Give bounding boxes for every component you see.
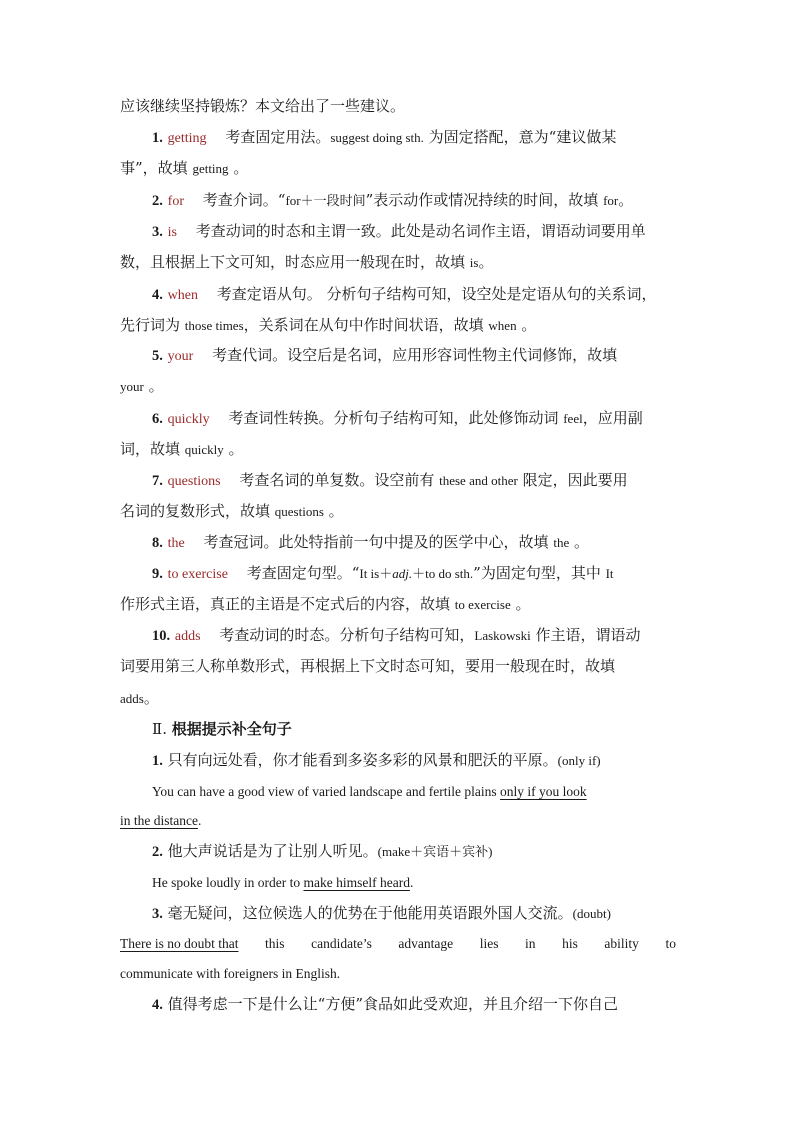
answer-item-5 [152,345,676,367]
chinese-prompt: 他大声说话是为了让别人听见。 [167,842,378,860]
answer-item-6-cont [120,439,676,460]
answer-item-1 [152,127,676,149]
answer-item-1-cont [120,158,676,179]
item-number: 4. [152,997,163,1013]
answer-item-4-cont [120,315,676,336]
answer-item-7-cont [120,501,676,522]
explanation-text: 数，且根据上下文可知，时态应用一般现在时，故填 [120,253,470,271]
answer-underlined: There is no doubt that [120,936,239,951]
explanation-text: 。 [478,253,494,271]
sentence-3-english-cont [120,963,676,984]
hint: (only if) [557,753,601,768]
answer-item-6 [152,408,676,430]
explanation-text: for [603,193,619,208]
explanation-text: ”为固定句型，其中 [473,564,606,582]
item-answer: quickly [167,412,210,427]
item-number: 2. [152,844,163,860]
explanation-text: 考查冠词。此处特指前一句中提及的医学中心，故填 [203,533,554,551]
explanation-text: the [553,535,570,550]
sentence-word: to [665,936,676,951]
explanation-text: is [469,255,479,270]
sentence-text: . [197,813,202,828]
explanation-text: 。 [143,377,164,395]
answer-item-5-cont [120,376,676,397]
item-number: 3. [152,224,163,240]
explanation-text: 考查定语从句。 分析句子结构可知，设空处是定语从句的关系词， [216,285,657,303]
sentence-word: his [562,936,578,951]
sentence-word: in [525,936,536,951]
explanation-text: 。 [143,689,159,707]
answer-underlined: make himself heard [303,875,410,890]
explanation-text: 。 [323,502,344,520]
sentence-text: . [409,875,414,890]
explanation-text: 作主语，谓语动 [530,626,641,644]
explanation-text: It is＋ [359,566,393,581]
section-heading [152,719,676,739]
explanation-text: 先行词为 [120,316,185,334]
sentence-3-english [120,934,676,954]
sentence-item-3 [152,903,676,924]
chinese-prompt: 只有向远处看，你才能看到多姿多彩的风景和肥沃的平原。 [167,751,558,769]
explanation-text: 名词的复数形式，故填 [120,502,275,520]
sentence-item-2 [152,841,676,862]
explanation-text: 。 [516,316,537,334]
sentence-item-4 [152,994,676,1015]
sentence-2-english [152,872,676,893]
answer-item-10 [152,625,676,647]
sentence-text: He spoke loudly in order to [152,875,304,890]
answer-item-3 [152,221,676,243]
explanation-text: ”表示动作或情况持续的时间，故填 [365,191,604,209]
item-number: 1. [152,753,163,769]
explanation-text: getting [192,161,229,176]
explanation-text: 考查动词的时态和主谓一致。此处是动名词作主语，谓语动词要用单 [195,222,646,240]
item-number: 4. [152,287,163,303]
chinese-prompt: 值得考虑一下是什么让“方便”食品如此受欢迎，并且介绍一下你自己 [167,995,618,1013]
explanation-text: these and other [439,473,518,488]
item-number: 7. [152,473,163,489]
item-answer: questions [167,474,221,489]
item-answer: the [167,536,185,551]
explanation-text: adds [120,691,144,706]
sentence-word: ability [604,936,639,951]
hint: (doubt) [572,906,611,921]
explanation-text: quickly [184,442,224,457]
explanation-text: ＋to do sth. [412,566,474,581]
item-answer: getting [167,131,207,146]
explanation-text: 考查动词的时态。分析句子结构可知， [219,626,475,644]
item-number: 8. [152,535,163,551]
explanation-text: 。 [510,595,531,613]
item-number: 3. [152,906,163,922]
answer-item-2 [152,190,676,212]
explanation-text: those times [184,318,244,333]
item-number: 5. [152,348,163,364]
section-numeral: Ⅱ. [152,720,167,738]
answer-item-9 [152,563,676,585]
explanation-text: 。 [228,159,249,177]
hint: (make＋宾语＋宾补) [377,844,493,859]
item-answer: for [167,194,184,209]
item-answer: adds [174,629,201,644]
explanation-text: when [488,318,517,333]
explanation-text: ，关系词在从句中作时间状语，故填 [243,316,489,334]
explanation-text: suggest doing sth. [330,130,424,145]
sentence-word: candidate’s [311,936,372,951]
explanation-text: 考查代词。设空后是名词，应用形容词性物主代词修饰，故填 [212,346,618,364]
item-answer: to exercise [167,567,228,582]
item-answer: your [167,349,194,364]
sentence-1-english [152,781,676,802]
explanation-text: 词，故填 [120,440,185,458]
answer-item-10-cont2 [120,688,676,709]
sentence-word: advantage [398,936,454,951]
section-title: 根据提示补全句子 [171,720,292,738]
answer-item-10-cont: 词要用第三人称单数形式，再根据上下文时态可知，要用一般现在时，故填 [120,657,616,675]
item-number: 2. [152,193,163,209]
explanation-text: feel [563,411,583,426]
explanation-text: 考查词性转换。分析句子结构可知，此处修饰动词 [228,409,564,427]
answer-underlined: in the distance [120,813,198,828]
explanation-text: 考查名词的单复数。设空前有 [239,471,440,489]
answer-item-3-cont [120,252,676,273]
explanation-text: 。 [618,191,634,209]
chinese-prompt: 毫无疑问，这位候选人的优势在于他能用英语跟外国人交流。 [167,904,573,922]
sentence-word: lies [479,936,499,951]
item-answer: is [167,225,177,240]
explanation-text: your [120,379,144,394]
explanation-text: Laskowski [474,628,531,643]
explanation-text: 事”，故填 [120,159,193,177]
answer-item-7 [152,470,676,492]
answer-item-4 [152,284,676,306]
explanation-text: 考查固定句型。“ [246,564,360,582]
explanation-text: 限定，因此要用 [517,471,628,489]
sentence-text: communicate with foreigners in English. [120,966,341,981]
item-number: 6. [152,411,163,427]
explanation-text: ，应用副 [582,409,643,427]
explanation-text: 为固定搭配，意为“建议做某 [423,128,617,146]
explanation-text: to exercise [454,597,511,612]
sentence-word: this [265,936,285,951]
sentence-1-english-cont [120,810,676,831]
explanation-text: 。 [223,440,244,458]
item-number: 9. [152,566,163,582]
explanation-text: It [605,566,614,581]
answer-underlined: only if you look [500,784,587,799]
explanation-text: 作形式主语，真正的主语是不定式后的内容，故填 [120,595,455,613]
explanation-text: adj. [392,566,413,581]
item-answer: when [167,288,198,303]
sentence-item-1 [152,750,676,771]
item-number: 1. [152,130,163,146]
explanation-text: 考查固定用法。 [225,128,331,146]
explanation-text: 考查介词。“ [202,191,286,209]
intro-paragraph-tail: 应该继续坚持锻炼？本文给出了一些建议。 [120,97,406,115]
answer-item-9-cont [120,594,676,615]
explanation-text: for＋一段时间 [285,193,366,208]
explanation-text: questions [274,504,324,519]
sentence-text: You can have a good view of varied landscape and fertile plains [152,784,501,799]
answer-item-8 [152,532,676,554]
explanation-text: 。 [569,533,589,551]
item-number: 10. [152,628,171,644]
